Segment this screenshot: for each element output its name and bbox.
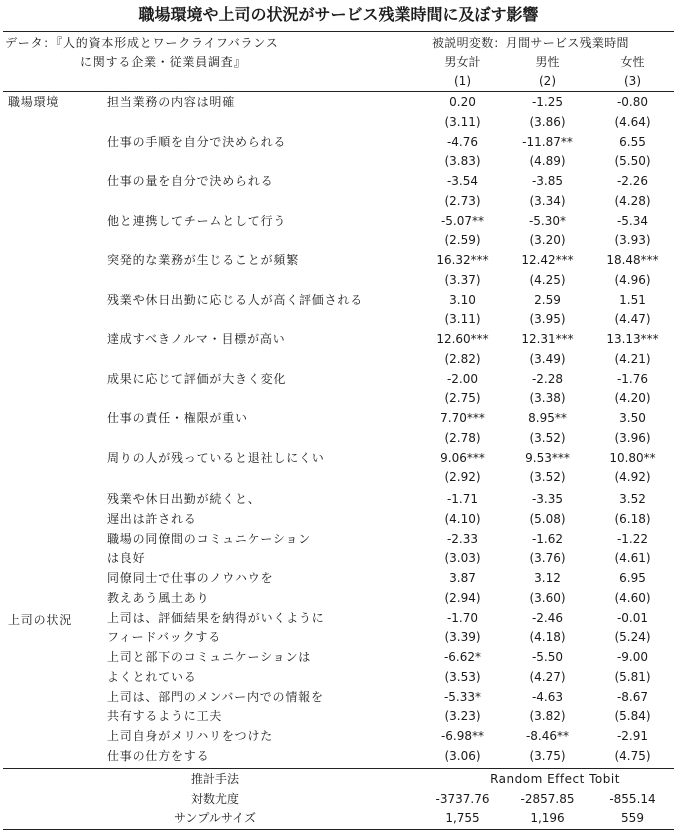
se-total: (4.10) bbox=[444, 511, 481, 526]
row-label: 職場の同僚間のコミュニケーション bbox=[107, 531, 312, 546]
se-male: (3.60) bbox=[529, 590, 566, 605]
coef-female: 13.13*** bbox=[606, 332, 659, 346]
row-label: 上司は、部門のメンバー内での情報を bbox=[107, 689, 324, 704]
coef-total: -2.33 bbox=[446, 531, 479, 546]
method-label: 推計手法 bbox=[190, 772, 239, 786]
row-label: 仕事の量を自分で決められる bbox=[107, 174, 274, 188]
coef-total: 9.06*** bbox=[440, 450, 485, 465]
coef-male: -8.46** bbox=[525, 729, 570, 743]
se-female: (5.50) bbox=[614, 154, 651, 168]
coef-female: -1.22 bbox=[616, 531, 649, 546]
se-female: (6.18) bbox=[614, 511, 651, 526]
se-female: (4.96) bbox=[614, 272, 651, 287]
coef-male: 8.95** bbox=[528, 411, 567, 425]
se-female: (4.75) bbox=[614, 748, 651, 763]
coef-male: 2.59 bbox=[534, 292, 561, 307]
se-total: (2.59) bbox=[444, 233, 481, 247]
se-total: (3.37) bbox=[444, 272, 481, 287]
coef-female: 10.80** bbox=[609, 450, 656, 465]
coef-male: -3.35 bbox=[531, 492, 564, 506]
top-rule bbox=[3, 31, 674, 32]
column-header-female: 女性 bbox=[620, 55, 645, 69]
data-source-line1: データ：『人的資本形成とワークライフバランス bbox=[5, 36, 279, 50]
coef-male: -4.63 bbox=[531, 689, 564, 704]
coef-male: -5.30* bbox=[528, 213, 567, 228]
se-male: (4.25) bbox=[529, 272, 566, 287]
row-label: 残業や休日出勤が続くと、 bbox=[107, 492, 261, 506]
log-likelihood-male: -2857.85 bbox=[520, 792, 575, 806]
coef-female: -2.26 bbox=[616, 174, 649, 188]
se-male: (3.76) bbox=[529, 551, 566, 565]
row-label: 上司自身がメリハリをつけた bbox=[107, 729, 274, 743]
sample-size-male: 1,196 bbox=[530, 811, 565, 825]
row-label: 共有するように工夫 bbox=[107, 709, 223, 723]
coef-total: 3.87 bbox=[449, 571, 476, 585]
coef-total: 0.20 bbox=[449, 95, 476, 109]
coef-female: -1.76 bbox=[616, 371, 649, 386]
coef-total: -1.71 bbox=[446, 492, 479, 506]
se-total: (2.92) bbox=[444, 470, 481, 484]
se-total: (3.06) bbox=[444, 748, 481, 763]
se-female: (4.60) bbox=[614, 590, 651, 605]
row-label: よくとれている bbox=[107, 669, 197, 684]
row-label: 同僚同士で仕事のノウハウを bbox=[107, 571, 274, 585]
coef-total: -6.98** bbox=[440, 729, 485, 743]
coef-female: 3.52 bbox=[619, 492, 646, 506]
coef-female: -5.34 bbox=[616, 213, 649, 228]
row-label: フィードバックする bbox=[107, 630, 222, 644]
sample-size-total: 1,755 bbox=[445, 811, 480, 825]
column-header-male: 男性 bbox=[535, 55, 560, 69]
coef-female: 6.95 bbox=[619, 571, 646, 585]
log-likelihood-label: 対数尤度 bbox=[190, 792, 239, 806]
se-male: (3.20) bbox=[529, 233, 566, 247]
se-female: (3.93) bbox=[614, 233, 651, 247]
coef-male: -3.85 bbox=[531, 174, 564, 188]
dependent-variable-label: 被説明変数：月間サービス残業時間 bbox=[432, 36, 629, 50]
coef-male: 12.31*** bbox=[521, 332, 574, 346]
row-label: 上司は、評価結果を納得がいくように bbox=[107, 610, 325, 625]
row-label: 担当業務の内容は明確 bbox=[107, 95, 236, 109]
coef-male: -11.87** bbox=[522, 134, 573, 149]
se-female: (4.20) bbox=[614, 391, 651, 405]
se-male: (4.89) bbox=[529, 154, 566, 168]
column-number-1: (1) bbox=[454, 74, 471, 88]
row-label: 仕事の責任・権限が重い bbox=[107, 411, 248, 425]
se-female: (4.92) bbox=[614, 470, 651, 484]
se-total: (2.82) bbox=[444, 351, 481, 366]
coef-total: -5.33* bbox=[443, 689, 482, 704]
se-total: (3.53) bbox=[444, 669, 481, 684]
se-male: (3.82) bbox=[529, 709, 566, 723]
se-total: (2.75) bbox=[444, 391, 481, 405]
se-total: (3.11) bbox=[444, 312, 481, 326]
data-source-line2: に関する企業・従業員調査』 bbox=[80, 55, 247, 69]
coef-male: 12.42*** bbox=[521, 253, 574, 267]
row-label: 仕事の手順を自分で決められる bbox=[107, 134, 287, 149]
coef-male: 9.53*** bbox=[525, 450, 570, 465]
se-male: (5.08) bbox=[529, 511, 566, 526]
se-female: (4.64) bbox=[614, 114, 651, 129]
se-total: (3.39) bbox=[444, 630, 481, 644]
coef-total: 12.60*** bbox=[436, 332, 489, 346]
se-total: (2.94) bbox=[444, 590, 481, 605]
coef-total: -2.00 bbox=[446, 371, 479, 386]
row-label: は良好 bbox=[107, 551, 146, 565]
coef-female: -8.67 bbox=[616, 689, 649, 704]
coef-total: -6.62* bbox=[443, 650, 482, 664]
se-female: (4.47) bbox=[614, 312, 651, 326]
section-label-boss: 上司の状況 bbox=[8, 613, 73, 627]
row-label: 上司と部下のコミュニケーションは bbox=[107, 650, 312, 664]
se-total: (2.78) bbox=[444, 430, 481, 445]
method-value: Random Effect Tobit bbox=[490, 772, 620, 786]
se-female: (4.21) bbox=[614, 351, 651, 366]
coef-male: -1.62 bbox=[531, 531, 564, 546]
coef-male: 3.12 bbox=[534, 571, 561, 585]
row-label: 達成すべきノルマ・目標が高い bbox=[107, 332, 286, 346]
se-male: (3.49) bbox=[529, 351, 566, 366]
row-label: 遅出は許される bbox=[107, 511, 197, 526]
section-label-workplace: 職場環境 bbox=[8, 95, 60, 109]
se-male: (3.95) bbox=[529, 312, 566, 326]
se-male: (4.27) bbox=[529, 669, 566, 684]
se-female: (5.24) bbox=[614, 630, 651, 644]
se-female: (5.84) bbox=[614, 709, 651, 723]
coef-total: 7.70*** bbox=[440, 411, 485, 425]
log-likelihood-total: -3737.76 bbox=[435, 792, 490, 806]
row-label: 成果に応じて評価が大きく変化 bbox=[107, 371, 287, 386]
coef-total: 3.10 bbox=[449, 292, 476, 307]
se-male: (4.18) bbox=[529, 630, 566, 644]
row-label: 残業や休日出勤に応じる人が高く評価される bbox=[107, 292, 364, 307]
column-number-3: (3) bbox=[624, 74, 641, 88]
se-male: (3.52) bbox=[529, 430, 566, 445]
se-female: (3.96) bbox=[614, 430, 651, 445]
se-male: (3.86) bbox=[529, 114, 566, 129]
coef-female: -0.01 bbox=[616, 610, 649, 625]
coef-male: -2.46 bbox=[531, 610, 564, 625]
coef-total: -3.54 bbox=[446, 174, 479, 188]
se-male: (3.52) bbox=[529, 470, 566, 484]
coef-female: 6.55 bbox=[619, 134, 646, 149]
se-total: (2.73) bbox=[444, 193, 481, 208]
se-total: (3.23) bbox=[444, 709, 481, 723]
se-male: (3.34) bbox=[529, 193, 566, 208]
se-female: (5.81) bbox=[614, 669, 651, 684]
row-label: 周りの人が残っていると退社しにくい bbox=[107, 450, 325, 465]
se-female: (4.61) bbox=[614, 551, 651, 565]
coef-male: -1.25 bbox=[531, 95, 564, 109]
coef-female: -9.00 bbox=[616, 650, 649, 664]
row-label: 仕事の仕方をする bbox=[107, 748, 210, 763]
coef-female: 3.50 bbox=[619, 411, 646, 425]
coef-male: -5.50 bbox=[531, 650, 564, 664]
sample-size-female: 559 bbox=[621, 811, 644, 825]
coef-male: -2.28 bbox=[531, 371, 564, 386]
table-title: 職場環境や上司の状況がサービス残業時間に及ぼす影響 bbox=[138, 5, 539, 24]
sample-size-label: サンプルサイズ bbox=[174, 811, 256, 825]
column-number-2: (2) bbox=[539, 74, 556, 88]
coef-total: -5.07** bbox=[440, 213, 485, 228]
row-label: 教えあう風土あり bbox=[107, 590, 210, 605]
bottom-rule bbox=[3, 829, 674, 830]
se-total: (3.11) bbox=[444, 114, 481, 129]
se-total: (3.03) bbox=[444, 551, 481, 565]
coef-total: -4.76 bbox=[446, 134, 479, 149]
coef-female: 18.48*** bbox=[606, 253, 659, 267]
row-label: 他と連携してチームとして行う bbox=[107, 213, 287, 228]
column-header-total: 男女計 bbox=[444, 55, 481, 69]
se-female: (4.28) bbox=[614, 193, 651, 208]
log-likelihood-female: -855.14 bbox=[609, 792, 656, 806]
coef-female: 1.51 bbox=[619, 292, 646, 307]
se-male: (3.38) bbox=[529, 391, 566, 405]
row-label: 突発的な業務が生じることが頻繁 bbox=[107, 253, 300, 267]
se-male: (3.75) bbox=[529, 748, 566, 763]
coef-total: -1.70 bbox=[446, 610, 479, 625]
se-total: (3.83) bbox=[444, 154, 481, 168]
coef-female: -0.80 bbox=[616, 95, 649, 109]
coef-female: -2.91 bbox=[616, 729, 649, 743]
coef-total: 16.32*** bbox=[436, 253, 489, 267]
